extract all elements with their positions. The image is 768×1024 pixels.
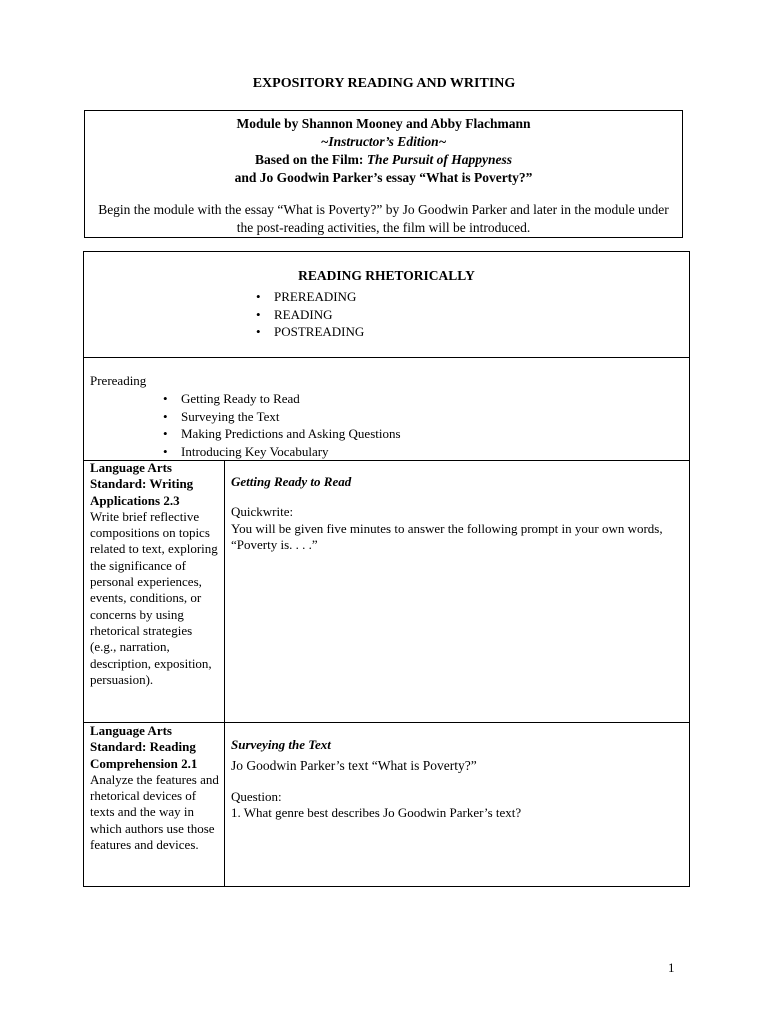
quickwrite-label: Quickwrite: bbox=[231, 504, 294, 520]
standard-title: Language Arts Standard: Writing Applications 2.3 bbox=[90, 460, 194, 508]
table-row bbox=[84, 723, 689, 886]
standard-title: Language Arts Standard: Reading Comprehension 2.1 bbox=[90, 723, 198, 771]
question-label: Question: bbox=[231, 788, 282, 804]
table-row bbox=[84, 460, 689, 723]
reading-rhetorically-list bbox=[274, 288, 364, 341]
reading-rhetorically-title: READING RHETORICALLY bbox=[298, 268, 475, 283]
page-number: 1 bbox=[668, 960, 675, 975]
standard-text: Write brief reflective compositions on topics related to text, exploring the significance of personal experiences, events, conditions, or concerns by using rhetorical strategies (e.g., narration, description, exposition, persuasion). bbox=[90, 508, 218, 687]
edition-label: ~Instructor’s Edition~ bbox=[320, 134, 447, 149]
list-item: • Making Predictions and Asking Questions bbox=[181, 425, 401, 443]
activity-cell bbox=[225, 460, 689, 722]
standard-cell bbox=[84, 460, 225, 722]
film-prefix: Based on the Film: bbox=[255, 152, 367, 167]
question-item: 1. What genre best describes Jo Goodwin Parker’s text? bbox=[231, 804, 522, 820]
module-table bbox=[83, 251, 690, 887]
prereading-list bbox=[181, 390, 401, 460]
list-item: • POSTREADING bbox=[274, 323, 364, 341]
module-intro: Begin the module with the essay “What is Poverty?” by Jo Goodwin Parker and later in the module under the post-reading activities, the film will be introduced. bbox=[98, 202, 669, 235]
standard-cell bbox=[84, 723, 225, 886]
list-item: • READING bbox=[274, 306, 364, 324]
list-item: • Getting Ready to Read bbox=[181, 390, 401, 408]
activity-heading: Getting Ready to Read bbox=[231, 474, 352, 489]
film-title: The Pursuit of Happyness bbox=[366, 152, 512, 167]
module-authors: Module by Shannon Mooney and Abby Flachmann bbox=[236, 116, 531, 131]
standard-text: Analyze the features and rhetorical devices of texts and the way in which authors use those features and devices. bbox=[90, 771, 219, 853]
list-item: • Introducing Key Vocabulary bbox=[181, 443, 401, 461]
document-title: EXPOSITORY READING AND WRITING bbox=[252, 76, 516, 91]
film-line bbox=[85, 151, 682, 169]
surveying-text-line: Jo Goodwin Parker’s text “What is Poverty?” bbox=[231, 758, 477, 774]
list-item: • Surveying the Text bbox=[181, 408, 401, 426]
activity-cell bbox=[225, 723, 689, 886]
module-header-box bbox=[84, 110, 683, 238]
activity-heading: Surveying the Text bbox=[231, 737, 331, 752]
prereading-label: Prereading bbox=[90, 373, 147, 388]
reading-rhetorically-section bbox=[84, 252, 689, 358]
essay-line: and Jo Goodwin Parker’s essay “What is Poverty?” bbox=[234, 170, 533, 185]
prereading-section bbox=[84, 357, 689, 461]
list-item: • PREREADING bbox=[274, 288, 364, 306]
quickwrite-text: You will be given five minutes to answer the following prompt in your own words, “Poverty is. . . .” bbox=[231, 520, 663, 552]
